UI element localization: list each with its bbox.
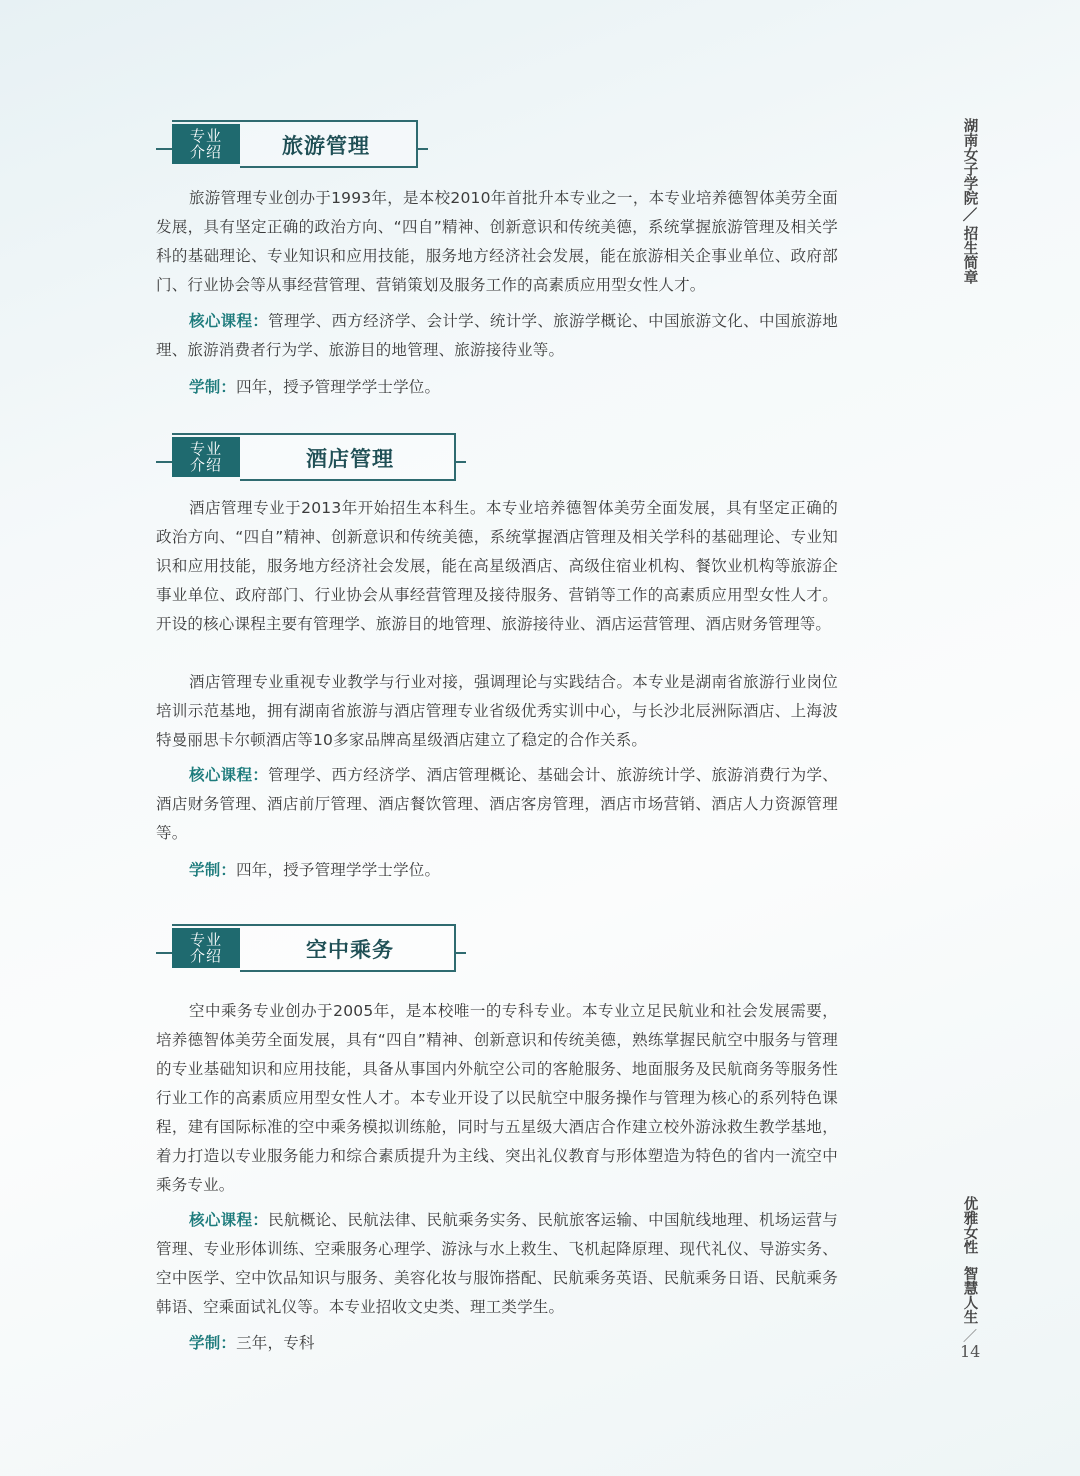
duration [156,856,838,885]
duration-text: 三年，专科 [236,1334,315,1352]
slogan-2: 智慧人生 [961,1266,979,1324]
header-line-left [156,148,172,150]
duration [156,1329,838,1358]
courses-text: 管理学、西方经济学、会计学、统计学、旅游学概论、中国旅游文化、中国旅游地理、旅游消费者行为学、旅游目的地管理、旅游接待业等。 [156,312,838,359]
sidebar-bottom [960,1196,980,1324]
header-line-right [456,952,466,954]
header-line-right [456,461,466,463]
tag-line-1: 专业 [189,931,222,949]
slogan-1: 优雅女性 [961,1196,979,1254]
tag-line-1: 专业 [189,127,222,145]
core-courses [156,1206,838,1322]
header-line-right [418,148,428,150]
major-intro: 空中乘务专业创办于2005年，是本校唯一的专科专业。本专业立足民航业和社会发展需要，培养德智体美劳全面发展，具有“四自”精神、创新意识和传统美德，熟练掌握民航空中服务与管理的专业基础知识和应用技能，具备从事国内外航空公司的客舱服务、地面服务及民航商务等服务性行业工作的高素质应用型女性人才。本专业开设了以民航空中服务操作与管理为核心的系列特色课程，建有国际标准的空中乘务模拟训练舱，同时与五星级大酒店合作建立校外游泳救生教学基地，着力打造以专业服务能力和综合素质提升为主线、突出礼仪教育与形体塑造为特色的省内一流空中乘务专业。 [156,1002,838,1194]
header-line-left [156,952,172,954]
section-title: 酒店管理 [306,447,394,471]
courses-label: 核心课程： [189,312,269,330]
section-header [0,924,1080,984]
section-flight-attendant [0,924,1080,984]
tag-line-1: 专业 [189,440,222,458]
header-line-left [156,461,172,463]
courses-label: 核心课程： [189,1211,269,1229]
major-intro: 旅游管理专业创办于1993年，是本校2010年首批升本专业之一，本专业培养德智体美劳全面发展，具有坚定正确的政治方向、“四自”精神、创新意识和传统美德，系统掌握旅游管理及相关学科的基础理论、专业知识和应用技能，服务地方经济社会发展，能在旅游相关企事业单位、政府部门、行业协会等从事经营管理、营销策划及服务工作的高素质应用型女性人才。 [156,189,838,294]
section-tag [172,124,240,164]
page-number: 14 [960,1342,981,1361]
section-tag [172,928,240,968]
duration-text: 四年，授予管理学学士学位。 [236,861,441,879]
duration-label: 学制： [189,378,237,396]
section-tag [172,437,240,477]
section-header [0,120,1080,180]
sidebar-separator: ／ [962,207,978,224]
duration-label: 学制： [189,861,237,879]
section-title: 空中乘务 [306,938,394,962]
tag-line-2: 介绍 [189,143,222,161]
section-hotel [0,433,1080,493]
courses-text: 民航概论、民航法律、民航乘务实务、民航旅客运输、中国航线地理、机场运营与管理、专业形体训练、空乘服务心理学、游泳与水上救生、飞机起降原理、现代礼仪、导游实务、空中医学、空中饮品知识与服务、美容化妆与服饰搭配、民航乘务英语、民航乘务日语、民航乘务韩语、空乘面试礼仪等。本专业招收文史类、理工类学生。 [156,1211,838,1316]
school-name: 湖南女子学院 [961,118,979,205]
courses-label: 核心课程： [189,766,269,784]
core-courses [156,761,838,848]
section-header [0,433,1080,493]
duration-label: 学制： [189,1334,237,1352]
tag-line-2: 介绍 [189,456,222,474]
brochure-title: 招生简章 [961,226,979,284]
tag-line-2: 介绍 [189,947,222,965]
section-title: 旅游管理 [282,134,370,158]
major-intro: 酒店管理专业于2013年开始招生本科生。本专业培养德智体美劳全面发展，具有坚定正确的政治方向、“四自”精神、创新意识和传统美德，系统掌握酒店管理及相关学科的基础理论、专业知识和应用技能，服务地方经济社会发展，能在高星级酒店、高级住宿业机构、餐饮业机构等旅游企事业单位、政府部门、行业协会从事经营管理及接待服务、营销等工作的高素质应用型女性人才。开设的核心课程主要有管理学、旅游目的地管理、旅游接待业、酒店运营管理、酒店财务管理等。 [156,499,838,633]
courses-text: 管理学、西方经济学、酒店管理概论、基础会计、旅游统计学、旅游消费行为学、酒店财务管理、酒店前厅管理、酒店餐饮管理、酒店客房管理，酒店市场营销、酒店人力资源管理等。 [156,766,838,842]
duration [156,373,838,402]
section-tourism [0,120,1080,180]
core-courses [156,307,838,365]
major-intro-2: 酒店管理专业重视专业教学与行业对接，强调理论与实践结合。本专业是湖南省旅游行业岗位培训示范基地，拥有湖南省旅游与酒店管理专业省级优秀实训中心，与长沙北辰洲际酒店、上海波特曼丽思卡尔顿酒店等10多家品牌高星级酒店建立了稳定的合作关系。 [156,673,838,749]
page-separator: ／ [963,1329,977,1345]
duration-text: 四年，授予管理学学士学位。 [236,378,441,396]
